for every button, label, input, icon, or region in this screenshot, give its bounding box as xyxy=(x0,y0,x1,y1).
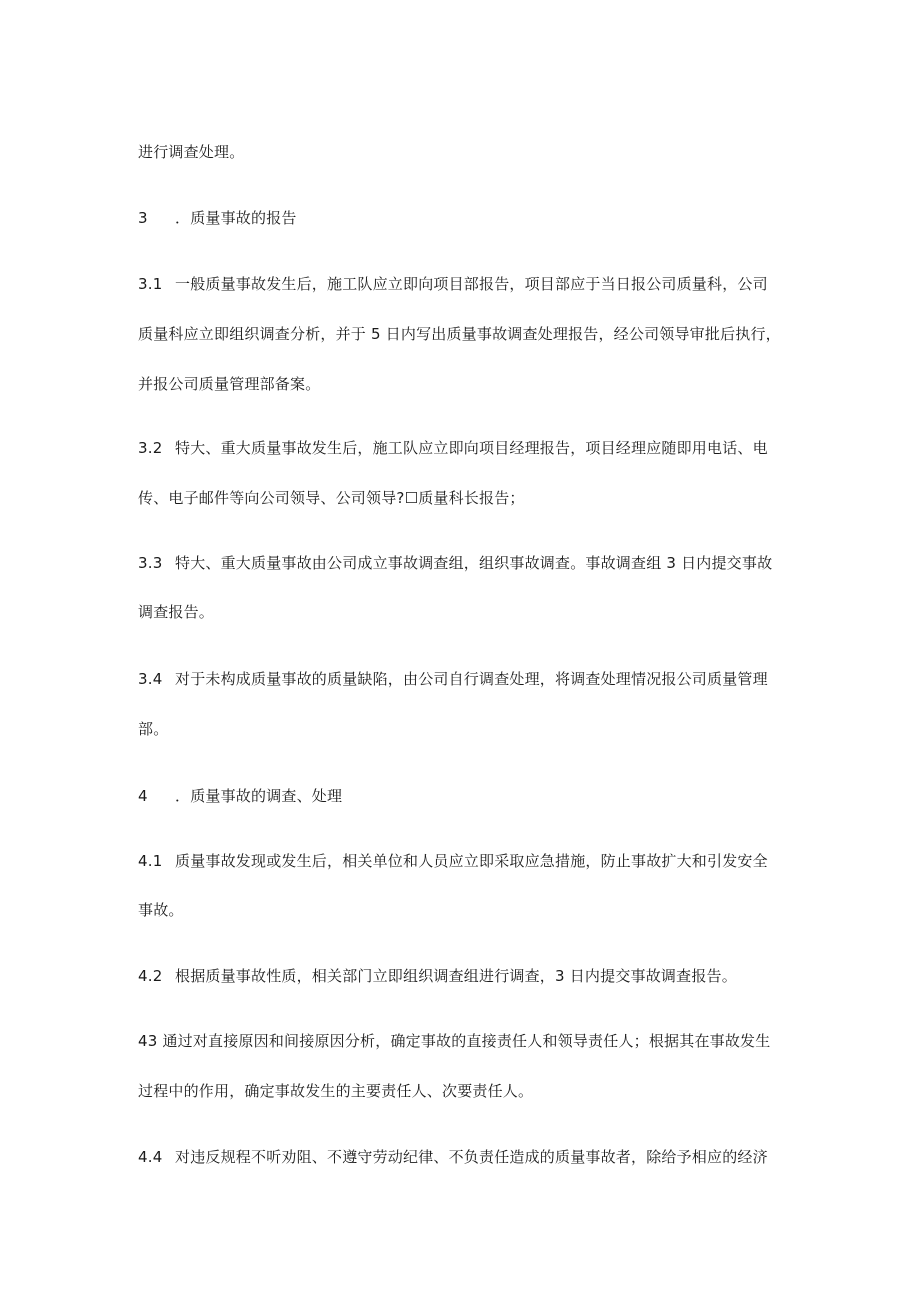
clause-number: 4.4 xyxy=(138,1148,163,1166)
clause-3-2 xyxy=(138,438,768,458)
line-text: 一般质量事故发生后，施工队应立即向项目部报告，项目部应于当日报公司质量科，公司 xyxy=(175,275,768,293)
line-text: 根据质量事故性质，相关部门立即组织调查组进行调查，3 日内提交事故调查报告。 xyxy=(175,967,737,985)
section-number: 3 xyxy=(138,209,148,227)
line-text: 质量科应立即组织调查分析，并于 5 日内写出质量事故调查处理报告，经公司领导审批后执行， xyxy=(138,325,781,343)
clause-number: 4.2 xyxy=(138,967,163,985)
clause-3-4 xyxy=(138,669,768,689)
line-text: 对违反规程不听劝阻、不遵守劳动纪律、不负责任造成的质量事故者，除给予相应的经济 xyxy=(175,1148,768,1166)
clause-4-1 xyxy=(138,851,768,871)
clause-4-2 xyxy=(138,966,737,986)
clause-3-3 xyxy=(138,553,772,573)
line-text: 43 通过对直接原因和间接原因分析，确定事故的直接责任人和领导责任人；根据其在事故发生 xyxy=(138,1032,771,1050)
paragraph-line xyxy=(138,900,184,920)
line-text: 过程中的作用，确定事故发生的主要责任人、次要责任人。 xyxy=(138,1082,534,1100)
paragraph-line xyxy=(138,488,525,508)
clause-number: 3.2 xyxy=(138,439,163,457)
paragraph-line xyxy=(138,602,214,622)
line-text: 特大、重大质量事故由公司成立事故调查组，组织事故调查。事故调查组 3 日内提交事故 xyxy=(175,554,773,572)
clause-4-3 xyxy=(138,1031,770,1051)
line-text: 并报公司质量管理部备案。 xyxy=(138,375,321,393)
section-heading-3 xyxy=(138,208,297,228)
section-title: ．质量事故的调查、处理 xyxy=(175,787,343,805)
line-text: 进行调查处理。 xyxy=(138,143,245,161)
section-title: ．质量事故的报告 xyxy=(175,209,297,227)
paragraph-line xyxy=(138,719,168,739)
line-text: 特大、重大质量事故发生后，施工队应立即向项目经理报告，项目经理应随即用电话、电 xyxy=(175,439,768,457)
section-heading-4 xyxy=(138,786,342,806)
clause-number: 3.4 xyxy=(138,670,163,688)
line-text: 事故。 xyxy=(138,901,184,919)
paragraph-line xyxy=(138,142,244,162)
clause-number: 3.1 xyxy=(138,275,163,293)
clause-number: 3.3 xyxy=(138,554,163,572)
paragraph-line xyxy=(138,374,320,394)
clause-number: 4.1 xyxy=(138,852,163,870)
line-text: 部。 xyxy=(138,720,169,738)
line-text: 对于未构成质量事故的质量缺陷，由公司自行调查处理，将调查处理情况报公司质量管理 xyxy=(175,670,768,688)
line-text: 质量事故发现或发生后，相关单位和人员应立即采取应急措施，防止事故扩大和引发安全 xyxy=(175,852,768,870)
clause-4-4 xyxy=(138,1147,768,1167)
paragraph-line xyxy=(138,1081,533,1101)
clause-3-1 xyxy=(138,274,768,294)
section-number: 4 xyxy=(138,787,148,805)
line-text: 调查报告。 xyxy=(138,603,215,621)
line-text: 传、电子邮件等向公司领导、公司领导?☐质量科长报告； xyxy=(138,489,525,507)
paragraph-line xyxy=(138,324,781,344)
